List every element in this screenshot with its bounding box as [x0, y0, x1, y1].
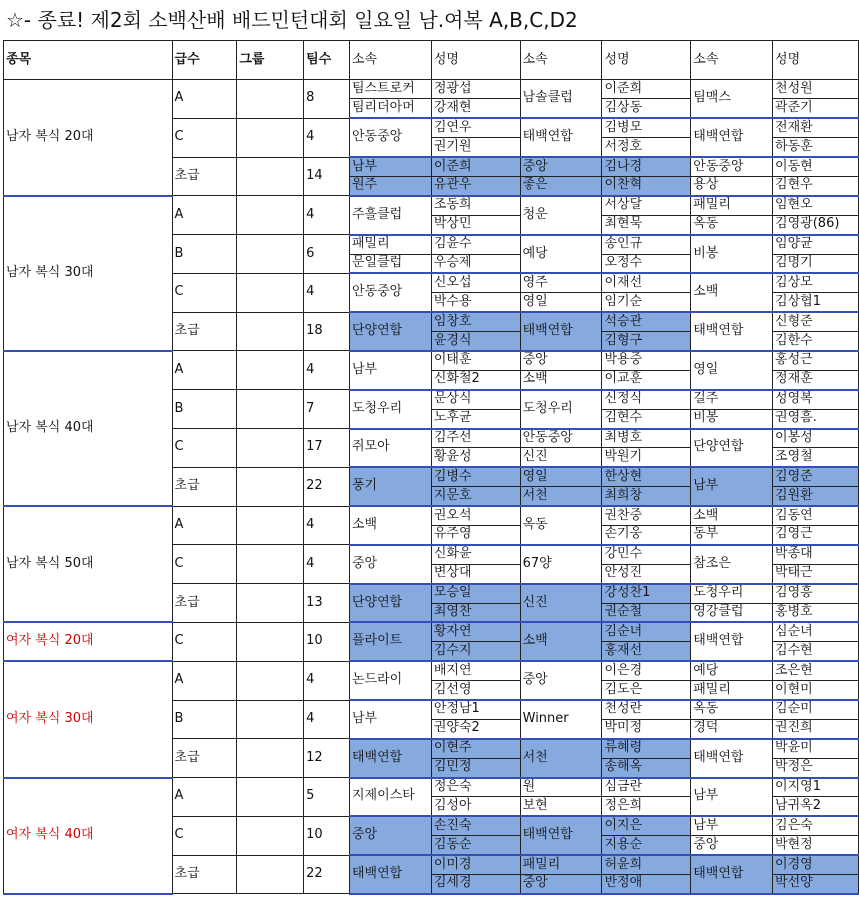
grade-cell: B	[172, 390, 237, 429]
group-cell	[237, 661, 304, 700]
affiliation-cell: 팀리더아머	[349, 99, 431, 118]
affiliation-header: 소속	[349, 41, 431, 80]
group-header: 그룹	[237, 41, 304, 80]
group-cell	[237, 390, 304, 429]
affiliation-cell: 태백연합	[691, 855, 773, 894]
category-label: 남자 복식 40대	[4, 351, 173, 506]
teams-cell: 10	[304, 816, 350, 855]
affiliation-cell: 남부	[349, 157, 431, 176]
affiliation-cell: 쥐모아	[349, 429, 431, 468]
player-name: 문상식	[431, 390, 520, 409]
player-name: 천성란	[602, 700, 691, 719]
affiliation-cell: 단양연합	[349, 312, 431, 351]
player-name: 김동연	[773, 506, 859, 525]
teams-cell: 4	[304, 118, 350, 157]
player-name: 서상달	[602, 196, 691, 215]
player-name: 조동희	[431, 196, 520, 215]
grade-cell: 초급	[172, 855, 237, 894]
affiliation-cell: 패밀리	[691, 681, 773, 700]
affiliation-cell: 안동중앙	[349, 118, 431, 157]
entry-row	[4, 196, 859, 215]
grade-cell: A	[172, 661, 237, 700]
player-name: 홍성근	[773, 351, 859, 370]
teams-cell: 4	[304, 545, 350, 584]
group-cell	[237, 80, 304, 119]
player-name: 김도은	[602, 681, 691, 700]
player-name: 김선영	[431, 681, 520, 700]
group-cell	[237, 778, 304, 817]
category-label: 여자 복식 30대	[4, 661, 173, 777]
affiliation-header: 소속	[691, 41, 773, 80]
player-name: 김영준	[773, 467, 859, 486]
player-name: 임양균	[773, 235, 859, 254]
player-name: 권오석	[431, 506, 520, 525]
player-name: 이찬혁	[602, 176, 691, 195]
group-cell	[237, 506, 304, 545]
player-name: 김수지	[431, 642, 520, 661]
player-name: 신정식	[602, 390, 691, 409]
player-name: 이준희	[602, 80, 691, 99]
player-name: 임창호	[431, 312, 520, 331]
affiliation-cell: 소백	[520, 370, 602, 389]
affiliation-cell: 예당	[520, 235, 602, 274]
player-name: 최희창	[602, 487, 691, 506]
player-name: 이현주	[431, 739, 520, 758]
affiliation-cell: 도청우리	[520, 390, 602, 429]
affiliation-cell: 소백	[691, 506, 773, 525]
affiliation-cell: 패밀리	[520, 855, 602, 874]
player-name: 이지영1	[773, 778, 859, 797]
player-name: 한상현	[602, 467, 691, 486]
player-name: 박미정	[602, 719, 691, 738]
affiliation-cell: 경덕	[691, 719, 773, 738]
player-name: 권기원	[431, 138, 520, 157]
grade-cell: C	[172, 545, 237, 584]
player-name: 류혜령	[602, 739, 691, 758]
entry-row	[4, 661, 859, 680]
player-name: 신화철2	[431, 370, 520, 389]
affiliation-cell: 서천	[520, 739, 602, 778]
grade-cell: C	[172, 429, 237, 468]
affiliation-cell: 비봉	[691, 409, 773, 428]
affiliation-cell: 논드라이	[349, 661, 431, 700]
affiliation-cell: 비봉	[691, 235, 773, 274]
affiliation-cell: 패밀리	[691, 196, 773, 215]
player-name: 손진숙	[431, 816, 520, 835]
player-name: 김영근	[773, 525, 859, 544]
teams-cell: 13	[304, 584, 350, 623]
grade-cell: C	[172, 816, 237, 855]
affiliation-cell: 남부	[691, 778, 773, 817]
player-name: 배지연	[431, 661, 520, 680]
player-name: 강재현	[431, 99, 520, 118]
name-header: 성명	[602, 41, 691, 80]
affiliation-cell: 태백연합	[691, 739, 773, 778]
player-name: 황윤성	[431, 448, 520, 467]
affiliation-cell: 풍기	[349, 467, 431, 506]
grade-cell: 초급	[172, 157, 237, 196]
player-name: 김영광(86)	[773, 215, 859, 234]
player-name: 김영흥	[773, 584, 859, 603]
affiliation-cell: 중앙	[520, 351, 602, 370]
entry-row	[4, 778, 859, 797]
player-name: 박수용	[431, 293, 520, 312]
affiliation-cell: 중앙	[691, 836, 773, 855]
player-name: 석승관	[602, 312, 691, 331]
player-name: 박종대	[773, 545, 859, 564]
affiliation-cell: 옥동	[520, 506, 602, 545]
entries-table	[3, 40, 859, 895]
affiliation-cell: 영일	[691, 351, 773, 390]
player-name: 성영복	[773, 390, 859, 409]
grade-cell: A	[172, 778, 237, 817]
player-name: 김한수	[773, 332, 859, 351]
category-header: 종목	[4, 41, 173, 80]
affiliation-cell: 남부	[691, 467, 773, 506]
player-name: 노후균	[431, 409, 520, 428]
affiliation-cell: 태백연합	[691, 312, 773, 351]
affiliation-cell: 길주	[691, 390, 773, 409]
grade-cell: C	[172, 118, 237, 157]
player-name: 권순철	[602, 603, 691, 622]
player-name: 안정남1	[431, 700, 520, 719]
grade-cell: 초급	[172, 467, 237, 506]
player-name: 오정수	[602, 254, 691, 273]
entry-row	[4, 622, 859, 641]
grade-cell: A	[172, 80, 237, 119]
affiliation-cell: 태백연합	[349, 739, 431, 778]
player-name: 허윤희	[602, 855, 691, 874]
player-name: 김민정	[431, 758, 520, 777]
affiliation-cell: 중앙	[349, 816, 431, 855]
grade-cell: 초급	[172, 584, 237, 623]
affiliation-cell: 서천	[520, 487, 602, 506]
player-name: 김상동	[602, 99, 691, 118]
teams-cell: 4	[304, 506, 350, 545]
teams-cell: 18	[304, 312, 350, 351]
player-name: 김순녀	[602, 622, 691, 641]
group-cell	[237, 700, 304, 739]
player-name: 권영흠.	[773, 409, 859, 428]
affiliation-cell: 태백연합	[691, 622, 773, 661]
affiliation-cell: 원	[520, 778, 602, 797]
teams-cell: 12	[304, 739, 350, 778]
group-cell	[237, 273, 304, 312]
player-name: 신화윤	[431, 545, 520, 564]
affiliation-cell: 옥동	[691, 700, 773, 719]
grade-cell: C	[172, 273, 237, 312]
player-name: 김나경	[602, 157, 691, 176]
affiliation-cell: 영일	[520, 467, 602, 486]
category-label: 남자 복식 20대	[4, 80, 173, 196]
entry-row	[4, 506, 859, 525]
affiliation-cell: 주흘클럽	[349, 196, 431, 235]
player-name: 홍병호	[773, 603, 859, 622]
teams-cell: 4	[304, 700, 350, 739]
player-name: 조영철	[773, 448, 859, 467]
player-name: 최병호	[602, 429, 691, 448]
name-header: 성명	[773, 41, 859, 80]
affiliation-cell: 도청우리	[691, 584, 773, 603]
affiliation-cell: 단양연합	[691, 429, 773, 468]
affiliation-cell: 지제이스타	[349, 778, 431, 817]
teams-cell: 22	[304, 855, 350, 894]
player-name: 송인규	[602, 235, 691, 254]
player-name: 유관우	[431, 176, 520, 195]
teams-cell: 4	[304, 196, 350, 235]
group-cell	[237, 157, 304, 196]
player-name: 곽준기	[773, 99, 859, 118]
affiliation-cell: 안동중앙	[349, 273, 431, 312]
player-name: 이봉성	[773, 429, 859, 448]
grade-cell: 초급	[172, 739, 237, 778]
affiliation-cell: 참조은	[691, 545, 773, 584]
group-cell	[237, 196, 304, 235]
affiliation-cell: 남솔클럽	[520, 80, 602, 119]
player-name: 권양숙2	[431, 719, 520, 738]
affiliation-cell: 태백연합	[349, 855, 431, 894]
player-name: 최영찬	[431, 603, 520, 622]
player-name: 이준희	[431, 157, 520, 176]
player-name: 이은경	[602, 661, 691, 680]
name-header: 성명	[431, 41, 520, 80]
player-name: 김형구	[602, 332, 691, 351]
affiliation-cell: 옥동	[691, 215, 773, 234]
affiliation-cell: 안동중앙	[691, 157, 773, 176]
affiliation-cell: 영강클럽	[691, 603, 773, 622]
player-name: 박현정	[773, 836, 859, 855]
player-name: 정은숙	[431, 778, 520, 797]
player-name: 심순녀	[773, 622, 859, 641]
entry-row	[4, 80, 859, 99]
affiliation-cell: 좋은	[520, 176, 602, 195]
teams-cell: 4	[304, 661, 350, 700]
player-name: 김윤수	[431, 235, 520, 254]
player-name: 강성찬1	[602, 584, 691, 603]
affiliation-cell: 남부	[349, 351, 431, 390]
teams-cell: 22	[304, 467, 350, 506]
category-label: 남자 복식 50대	[4, 506, 173, 622]
affiliation-cell: 신진	[520, 584, 602, 623]
group-cell	[237, 118, 304, 157]
teams-cell: 4	[304, 351, 350, 390]
category-label: 여자 복식 40대	[4, 778, 173, 894]
teams-cell: 14	[304, 157, 350, 196]
player-name: 신형준	[773, 312, 859, 331]
player-name: 이태훈	[431, 351, 520, 370]
grade-header: 급수	[172, 41, 237, 80]
player-name: 김수현	[773, 642, 859, 661]
teams-cell: 4	[304, 273, 350, 312]
player-name: 정광섭	[431, 80, 520, 99]
grade-cell: A	[172, 351, 237, 390]
affiliation-cell: 패밀리	[349, 235, 431, 254]
player-name: 박윤미	[773, 739, 859, 758]
player-name: 김연우	[431, 118, 520, 137]
player-name: 이지은	[602, 816, 691, 835]
player-name: 심금란	[602, 778, 691, 797]
player-name: 전재환	[773, 118, 859, 137]
affiliation-cell: 안동중앙	[520, 429, 602, 448]
affiliation-cell: 중앙	[520, 875, 602, 894]
affiliation-cell: 남부	[349, 700, 431, 739]
grade-cell: 초급	[172, 312, 237, 351]
player-name: 남귀옥2	[773, 797, 859, 816]
affiliation-cell: 용상	[691, 176, 773, 195]
group-cell	[237, 739, 304, 778]
player-name: 김주선	[431, 429, 520, 448]
player-name: 임현오	[773, 196, 859, 215]
grade-cell: A	[172, 506, 237, 545]
affiliation-cell: 중앙	[520, 157, 602, 176]
player-name: 김상모	[773, 273, 859, 292]
group-cell	[237, 622, 304, 661]
player-name: 김원환	[773, 487, 859, 506]
player-name: 박태근	[773, 564, 859, 583]
player-name: 박선양	[773, 875, 859, 894]
player-name: 김동순	[431, 836, 520, 855]
affiliation-cell: 태백연합	[520, 312, 602, 351]
affiliation-cell: 태백연합	[520, 118, 602, 157]
player-name: 이미경	[431, 855, 520, 874]
affiliation-cell: 소백	[349, 506, 431, 545]
grade-cell: B	[172, 235, 237, 274]
player-name: 정재훈	[773, 370, 859, 389]
affiliation-cell: 소백	[691, 273, 773, 312]
player-name: 모승일	[431, 584, 520, 603]
player-name: 천성원	[773, 80, 859, 99]
group-cell	[237, 429, 304, 468]
grade-cell: B	[172, 700, 237, 739]
affiliation-cell: 예당	[691, 661, 773, 680]
group-cell	[237, 855, 304, 894]
player-name: 지용순	[602, 836, 691, 855]
affiliation-cell: 영주	[520, 273, 602, 292]
player-name: 지문호	[431, 487, 520, 506]
player-name: 박상민	[431, 215, 520, 234]
affiliation-cell: 보현	[520, 797, 602, 816]
affiliation-cell: 청운	[520, 196, 602, 235]
teams-cell: 5	[304, 778, 350, 817]
player-name: 이현미	[773, 681, 859, 700]
player-name: 우승제	[431, 254, 520, 273]
affiliation-cell: 중앙	[520, 661, 602, 700]
player-name: 변상대	[431, 564, 520, 583]
player-name: 강민수	[602, 545, 691, 564]
teams-header: 팀수	[304, 41, 350, 80]
player-name: 윤경식	[431, 332, 520, 351]
teams-cell: 7	[304, 390, 350, 429]
group-cell	[237, 312, 304, 351]
player-name: 송해옥	[602, 758, 691, 777]
affiliation-cell: 동부	[691, 525, 773, 544]
affiliation-cell: 팀맥스	[691, 80, 773, 119]
player-name: 박정은	[773, 758, 859, 777]
grade-cell: A	[172, 196, 237, 235]
player-name: 권진희	[773, 719, 859, 738]
affiliation-cell: 원주	[349, 176, 431, 195]
affiliation-cell: 신진	[520, 448, 602, 467]
affiliation-cell: 영일	[520, 293, 602, 312]
player-name: 김순미	[773, 700, 859, 719]
group-cell	[237, 351, 304, 390]
player-name: 김은숙	[773, 816, 859, 835]
player-name: 이교훈	[602, 370, 691, 389]
player-name: 최현묵	[602, 215, 691, 234]
player-name: 황자연	[431, 622, 520, 641]
player-name: 홍재선	[602, 642, 691, 661]
player-name: 김성아	[431, 797, 520, 816]
player-name: 신오섭	[431, 273, 520, 292]
player-name: 정은희	[602, 797, 691, 816]
player-name: 이경영	[773, 855, 859, 874]
player-name: 박원기	[602, 448, 691, 467]
affiliation-cell: 단양연합	[349, 584, 431, 623]
player-name: 김현수	[602, 409, 691, 428]
player-name: 서정호	[602, 138, 691, 157]
affiliation-cell: 태백연합	[520, 816, 602, 855]
teams-cell: 10	[304, 622, 350, 661]
player-name: 김병모	[602, 118, 691, 137]
player-name: 유주영	[431, 525, 520, 544]
group-cell	[237, 235, 304, 274]
group-cell	[237, 584, 304, 623]
page-title: ☆- 종료! 제2회 소백산배 배드민턴대회 일요일 남.여복 A,B,C,D2	[6, 8, 578, 32]
player-name: 안성진	[602, 564, 691, 583]
category-label: 여자 복식 20대	[4, 622, 173, 661]
player-name: 임기순	[602, 293, 691, 312]
group-cell	[237, 816, 304, 855]
teams-cell: 17	[304, 429, 350, 468]
group-cell	[237, 545, 304, 584]
player-name: 김명기	[773, 254, 859, 273]
group-cell	[237, 467, 304, 506]
grade-cell: C	[172, 622, 237, 661]
player-name: 이재선	[602, 273, 691, 292]
affiliation-cell: 도청우리	[349, 390, 431, 429]
player-name: 김상협1	[773, 293, 859, 312]
player-name: 김세경	[431, 875, 520, 894]
affiliation-cell: 67양	[520, 545, 602, 584]
affiliation-cell: 플라이트	[349, 622, 431, 661]
affiliation-header: 소속	[520, 41, 602, 80]
entry-row	[4, 351, 859, 370]
affiliation-cell: Winner	[520, 700, 602, 739]
affiliation-cell: 중앙	[349, 545, 431, 584]
player-name: 하동훈	[773, 138, 859, 157]
player-name: 조은현	[773, 661, 859, 680]
player-name: 손기웅	[602, 525, 691, 544]
player-name: 김병수	[431, 467, 520, 486]
affiliation-cell: 팀스트로커	[349, 80, 431, 99]
player-name: 김현우	[773, 176, 859, 195]
player-name: 반정애	[602, 875, 691, 894]
player-name: 박용중	[602, 351, 691, 370]
affiliation-cell: 태백연합	[691, 118, 773, 157]
affiliation-cell: 문일클럽	[349, 254, 431, 273]
player-name: 이동현	[773, 157, 859, 176]
header-row	[4, 41, 859, 80]
affiliation-cell: 소백	[520, 622, 602, 661]
teams-cell: 6	[304, 235, 350, 274]
category-label: 남자 복식 30대	[4, 196, 173, 351]
player-name: 권찬중	[602, 506, 691, 525]
affiliation-cell: 남부	[691, 816, 773, 835]
teams-cell: 8	[304, 80, 350, 119]
